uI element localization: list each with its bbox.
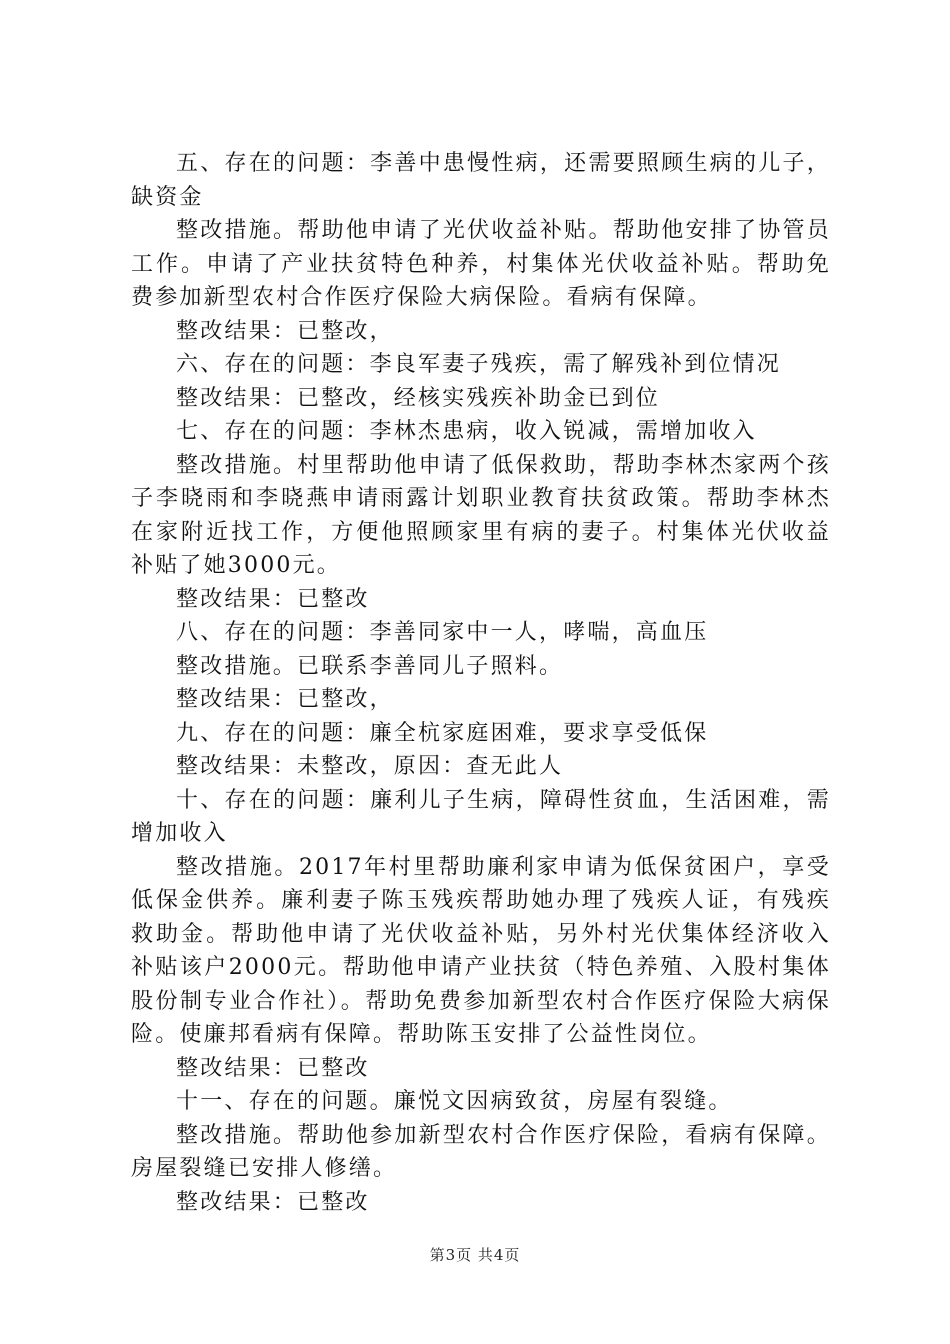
paragraph-measures-7: 整改措施。村里帮助他申请了低保救助，帮助李林杰家两个孩子李晓雨和李晓燕申请雨露计划职业教育扶贫政策。帮助李林杰在家附近找工作，方便他照顾家里有病的妻子。村集体光伏收益补贴了她3000元。 [131,452,831,578]
paragraph-result-8: 整改结果：已整改， [176,687,394,712]
paragraph-result-5: 整改结果：已整改， [176,318,394,344]
paragraph-result-6: 整改结果：已整改，经核实残疾补助金已到位 [176,385,661,411]
paragraph-issue-6: 六、存在的问题：李良军妻子残疾，需了解残补到位情况 [176,352,782,377]
paragraph-issue-8: 八、存在的问题：李善同家中一人，哮喘，高血压 [176,620,709,645]
paragraph-result-7: 整改结果：已整改 [176,586,370,612]
paragraph-measures-10: 整改措施。2017年村里帮助廉利家申请为低保贫困户，享受低保金供养。廉利妻子陈玉残疾帮助她办理了残疾人证，有残疾救助金。帮助他申请了光伏收益补贴，另外村光伏集体经济收入补贴该户2000元。帮助他申请产业扶贫（特色养殖、入股村集体股份制专业合作社）。帮助免费参加新型农村合作医疗保险大病保险。使廉邦看病有保障。帮助陈玉安排了公益性岗位。 [131,854,831,1047]
paragraph-issue-7: 七、存在的问题：李林杰患病，收入锐减，需增加收入 [176,419,757,444]
paragraph-measures-8: 整改措施。已联系李善同儿子照料。 [176,653,564,679]
page-footer [0,1244,950,1265]
paragraph-measures-5: 整改措施。帮助他申请了光伏收益补贴。帮助他安排了协管员工作。申请了产业扶贫特色种养，村集体光伏收益补贴。帮助免费参加新型农村合作医疗保险大病保险。看病有保障。 [131,218,831,310]
paragraph-issue-5: 五、存在的问题：李善中患慢性病，还需要照顾生病的儿子，缺资金 [131,151,831,210]
paragraph-result-10: 整改结果：已整改 [176,1055,370,1081]
page-number-label: 第3页 共4页 [429,1246,521,1264]
paragraph-result-11: 整改结果：已整改 [176,1189,370,1215]
paragraph-issue-11: 十一、存在的问题。廉悦文因病致贫，房屋有裂缝。 [176,1089,733,1114]
document-body [131,147,831,1219]
paragraph-issue-10: 十、存在的问题：廉利儿子生病，障碍性贫血，生活困难，需增加收入 [131,787,831,846]
paragraph-measures-11: 整改措施。帮助他参加新型农村合作医疗保险，看病有保障。房屋裂缝已安排人修缮。 [131,1122,831,1181]
paragraph-result-9: 整改结果：未整改，原因：查无此人 [176,754,564,779]
paragraph-issue-9: 九、存在的问题：廉全杭家庭困难，要求享受低保 [176,720,709,746]
